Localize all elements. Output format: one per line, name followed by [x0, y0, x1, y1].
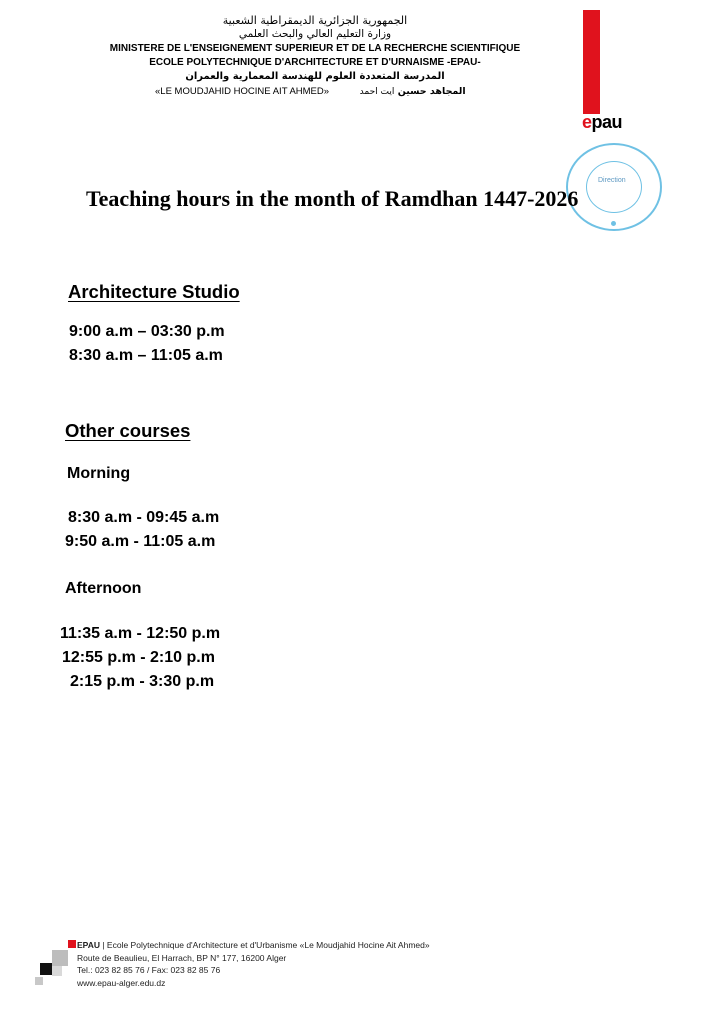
- footer-address: Route de Beaulieu, El Harrach, BP N° 177, 16200 Alger: [77, 953, 287, 963]
- epau-logo: [582, 112, 622, 133]
- morning-time-2: 9:50 a.m - 11:05 a.m: [65, 533, 216, 550]
- header-arabic-ministry: وزارة التعليم العالي والبحث العلمي: [238, 28, 392, 40]
- header-namesake-ar-bold: المجاهد حسين: [397, 86, 466, 97]
- footer-school-name: [77, 940, 430, 950]
- other-courses-heading: Other courses: [65, 420, 191, 441]
- morning-time-1: 8:30 a.m - 09:45 a.m: [68, 509, 220, 526]
- footer-website[interactable]: www.epau-alger.edu.dz: [77, 978, 166, 988]
- footer-phone: Tel.: 023 82 85 76 / Fax: 023 82 85 76: [77, 965, 221, 975]
- footer-square-grey-1: [52, 950, 68, 966]
- header-school: ECOLE POLYTECHNIQUE D'ARCHITECTURE ET D'URNAISME -EPAU-: [149, 57, 481, 68]
- stamp-word: Direction: [598, 177, 626, 184]
- architecture-time-1: 9:00 a.m – 03:30 p.m: [69, 323, 225, 340]
- afternoon-time-2: 12:55 p.m - 2:10 p.m: [62, 649, 215, 666]
- afternoon-time-1: 11:35 a.m - 12:50 p.m: [60, 625, 221, 642]
- logo-e: e: [582, 112, 592, 132]
- architecture-time-2: 8:30 a.m – 11:05 a.m: [69, 347, 223, 364]
- architecture-heading: Architecture Studio: [68, 281, 240, 302]
- header-arabic-school: المدرسة المتعددة العلوم للهندسة المعمارية والعمران: [185, 71, 445, 82]
- footer-square-black: [40, 963, 52, 975]
- official-stamp: [566, 143, 662, 231]
- header-arabic-republic: الجمهورية الجزائرية الديمقراطية الشعبية: [222, 14, 408, 27]
- afternoon-label: Afternoon: [65, 580, 142, 597]
- page-title: Teaching hours in the month of Ramdhan 1447-2026: [86, 186, 579, 211]
- stamp-dot: [611, 221, 616, 226]
- morning-label: Morning: [67, 465, 131, 482]
- footer-square-grey-2: [52, 966, 62, 976]
- header-namesake-fr: «LE MOUDJAHID HOCINE AIT AHMED»: [155, 86, 330, 97]
- header-ministry: MINISTERE DE L'ENSEIGNEMENT SUPERIEUR ET DE LA RECHERCHE SCIENTIFIQUE: [109, 43, 521, 54]
- footer-square-grey-3: [35, 977, 43, 985]
- footer-school-rest: | Ecole Polytechnique d'Architecture et d'Urbanisme «Le Moudjahid Hocine Ait Ahmed»: [100, 940, 430, 950]
- header-namesake-ar: [360, 86, 466, 97]
- footer-epau: EPAU: [77, 940, 100, 950]
- logo-rest: pau: [591, 112, 623, 132]
- header-namesake: [155, 86, 466, 97]
- logo-bar: [583, 10, 600, 114]
- stamp-inner-ring: [586, 161, 642, 213]
- header-namesake-ar-rest: ايت احمد: [359, 87, 395, 97]
- afternoon-time-3: 2:15 p.m - 3:30 p.m: [70, 673, 215, 690]
- footer-square-red: [68, 940, 76, 948]
